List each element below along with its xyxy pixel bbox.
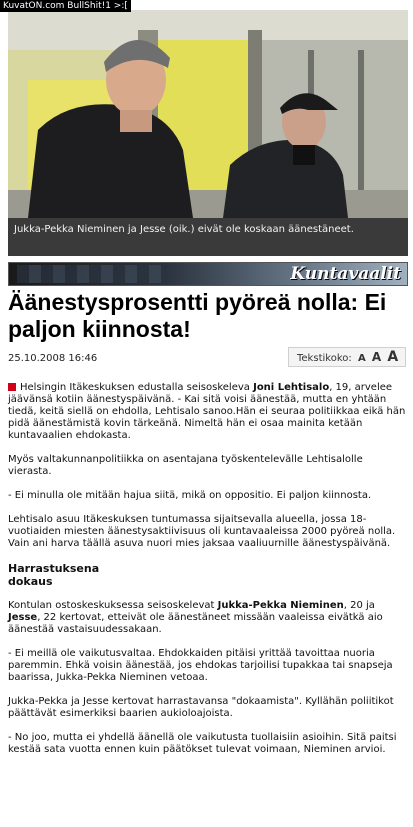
text-size-control [288,347,406,367]
person-name: Joni Lehtisalo [253,382,330,393]
article-body [8,382,406,768]
paragraph-5 [8,600,406,636]
text-size-label: Tekstikoko: [297,353,352,364]
paragraph-text: , 19, arvelee jäävänsä kotiin äänestyspäivänä. - Kai sitä voisi äänestää, mutta en yhtään tiedä, keitä siellä on ehdolla, Lehtisalo sanoo.Hän ei seuraa politiikkaa eikä hän pidä äänestämistä kovin tärkeänä. Nimeltä hän ei osaa mainita ketään kuntavaalien ehdokasta. [8,382,406,441]
photo-two-young-men-icon [8,10,408,218]
site-watermark: KuvatON.com BullShit!1 >:[ [0,0,131,12]
section-banner[interactable] [8,262,408,286]
flag-graphic-icon [17,265,167,283]
paragraph-1 [8,382,406,442]
subheading-line: Harrastuksena [8,562,100,575]
article-date: 25.10.2008 16:46 [8,353,98,364]
person-name: Jukka-Pekka Nieminen [217,600,344,611]
paragraph-3: - Ei minulla ole mitään hajua siitä, mikä on oppositio. Ei paljon kiinnosta. [8,490,372,501]
paragraph-4: Lehtisalo asuu Itäkeskuksen tuntumassa sijaitsevalla alueella, jossa 18-vuotiaiden miesten äänestysaktiivisuus oli kuntavaaleissa 2000 pyöreä nolla. Vain ani harva täällä asuva nuori mies jaksaa vaaliuurnille äänestyspäivänä. [8,514,396,549]
paragraph-text: Helsingin Itäkeskuksen edustalla seisoskeleva [20,382,254,393]
photo-caption: Jukka-Pekka Nieminen ja Jesse (oik.) eivät ole koskaan äänestäneet. [8,218,408,256]
paragraph-7: Jukka-Pekka ja Jesse kertovat harrastavansa "dokaamista". Kyllähän poliitikot päättävät esimerkiksi baarien aukioloajoista. [8,696,394,719]
person-name: Jesse [8,612,38,623]
article-subheading [8,562,406,588]
text-size-large-button[interactable]: A [387,349,399,365]
subheading-line: dokaus [8,575,53,588]
bullet-icon [8,383,16,391]
paragraph-text: , 20 ja [343,600,375,611]
paragraph-text: Kontulan ostoskeskuksessa seisoskelevat [8,600,218,611]
text-size-small-button[interactable]: A [357,353,366,364]
text-size-medium-button[interactable]: A [371,350,382,364]
article-headline: Äänestysprosentti pyöreä nolla: Ei paljon kiinnosta! [8,289,387,342]
section-label: Kuntavaalit [290,264,401,284]
paragraph-8: - No joo, mutta ei yhdellä äänellä ole vaikutusta tuollaisiin asioihin. Sitä paitsi kestää sata vuotta ennen kuin päätökset tulevat voimaan, Nieminen arvioi. [8,732,397,755]
paragraph-2: Myös valtakunnanpolitiikka on asentajana työskentelevälle Lehtisalolle vierasta. [8,454,363,477]
paragraph-text: , 22 kertovat, etteivät ole äänestäneet missään vaaleissa eivätkä aio äänestää vastaisuudessakaan. [8,612,383,635]
paragraph-6: - Ei meillä ole vaikutusvaltaa. Ehdokkaiden pitäisi yrittää tavoittaa nuoria paremmin. Ehkä voisin äänestää, jos ehdokas tarjoilisi tupakkaa tai snapseja baarissa, Jukka-Pekka Nieminen vetoaa. [8,648,393,683]
article-photo [8,10,408,218]
